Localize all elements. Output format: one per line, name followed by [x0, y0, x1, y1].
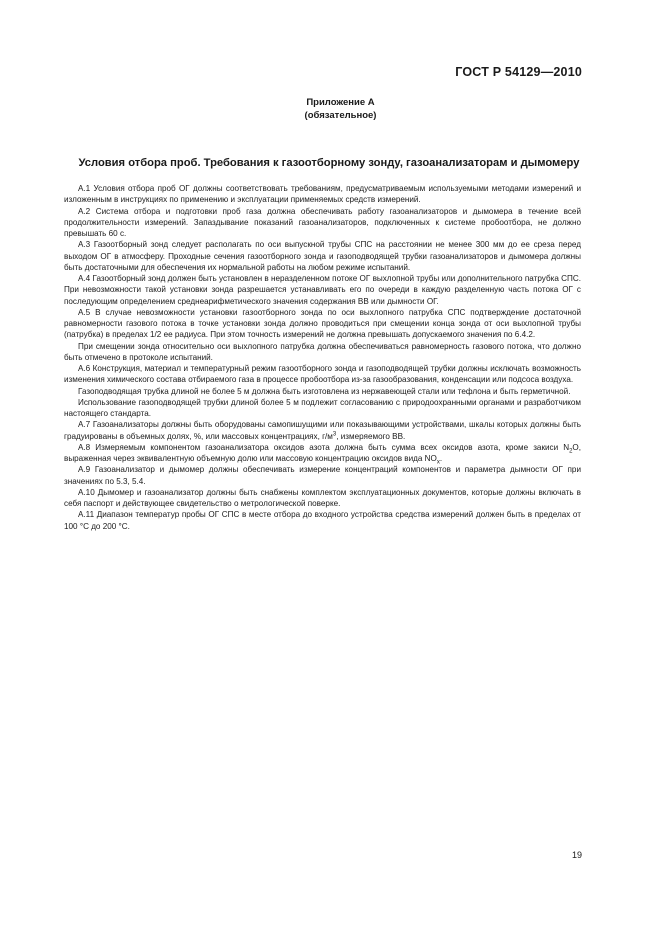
- annex-status: (обязательное): [304, 110, 377, 121]
- standard-number: ГОСТ Р 54129—2010: [455, 65, 582, 79]
- paragraph-a9: А.9 Газоанализатор и дымомер должны обеспечивать измерение концентраций компонентов и параметра дымности ОГ при значениях по 5.3, 5.4.: [64, 465, 581, 486]
- paragraph-a3: А.3 Газоотборный зонд следует располагать по оси выпускной трубы СПС на расстоянии не менее 300 мм до ее среза перед выходом ОГ в атмосферу. Проходные сечения газоотборного зонда и газоподводящей трубки газоанализаторов и дымомера должны быть достаточными для обеспечения их нормальной работы на любом режиме испытаний.: [64, 240, 581, 272]
- cubic-superscript: 3: [332, 430, 337, 437]
- annex-heading: [0, 96, 661, 122]
- n2o-subscript: 2: [569, 448, 573, 455]
- paragraph-a6-continuation-2: Использование газоподводящей трубки длиной более 5 м подлежит согласованию с природоохранными органами и разработчиком настоящего стандарта.: [64, 397, 581, 418]
- annex-label: Приложение А: [306, 97, 375, 108]
- nox-subscript: x: [436, 459, 440, 466]
- paragraph-a5: А.5 В случае невозможности установки газоотборного зонда по оси выхлопного патрубка СПС подтверждение достаточной равномерности газового потока в точке установки зонда должно проводиться при смещении конца зонда от оси выхлопной трубы (патрубка) в пределах 1/2 ее радиуса. При этом точность измерений не должна превышать допускаемого значения по 6.4.2.: [64, 307, 581, 340]
- paragraph-a8: [64, 442, 581, 465]
- a8-text-middle: O, выраженная через эквивалентную объемную долю или массовую концентрацию оксидов вида NO: [64, 442, 581, 463]
- a7-text-end: , измеряемого ВВ.: [336, 431, 406, 441]
- paragraph-a7: [64, 419, 581, 442]
- paragraph-a5-continuation: При смещении зонда относительно оси выхлопного патрубка должна обеспечиваться равномерность газового потока, что должно быть отмечено в протоколе испытаний.: [64, 341, 581, 362]
- paragraph-a11: А.11 Диапазон температур пробы ОГ СПС в месте отбора до входного устройства средства измерений должен быть в пределах от 100 °С до 200 °С.: [64, 510, 581, 531]
- paragraph-a6-continuation-1: Газоподводящая трубка длиной не более 5 м должна быть изготовлена из нержавеющей стали или тефлона и быть герметичной.: [78, 386, 571, 396]
- paragraph-a6: А.6 Конструкция, материал и температурный режим газоотборного зонда и газоподводящей трубки должны исключать возможность изменения химического состава отбираемого газа в процессе пробоотбора из-за газообразования, конденсации или подсоса воздуха.: [64, 364, 581, 385]
- paragraph-a1: А.1 Условия отбора проб ОГ должны соответствовать требованиям, предусматриваемым используемыми методами измерений и изложенным в инструкциях по применению и эксплуатации применяемых средств измерений.: [64, 184, 581, 205]
- page-number: 19: [571, 850, 582, 860]
- a8-text-end: .: [439, 454, 443, 463]
- paragraph-a4: А.4 Газоотборный зонд должен быть установлен в неразделенном потоке ОГ выхлопной трубы или дополнительного патрубка СПС. При невозможности такой установки зонда разрешается устанавливать его по очереди в каждую разделенную часть потока ОГ с последующим определением среднеарифметического значения содержания ВВ или дымности ОГ.: [64, 274, 581, 306]
- paragraph-a2: А.2 Система отбора и подготовки проб газа должна обеспечивать работу газоанализаторов и дымомера в течение всей продолжительности измерений. Запаздывание показаний газоанализаторов, подключенных к системе пробоотбора, не должно превышать 60 с.: [64, 206, 581, 238]
- a7-text-start: А.7 Газоанализаторы должны быть оборудованы самопишущими или показывающими устройствами, шкалы которых должны быть градуированы в объемных долях, %, или массовых концентрациях, г/м: [64, 420, 581, 441]
- annex-body: [64, 183, 581, 532]
- paragraph-a10: А.10 Дымомер и газоанализатор должны быть снабжены комплектом эксплуатационных документов, которые должны включать в себя паспорт и действующее свидетельство о метрологической поверке.: [64, 487, 581, 508]
- a8-text-start: А.8 Измеряемым компонентом газоанализатора оксидов азота должна быть сумма всех оксидов азота, кроме закиси N: [78, 442, 570, 452]
- section-title: Условия отбора проб. Требования к газоотборному зонду, газоанализаторам и дымомеру: [78, 157, 580, 169]
